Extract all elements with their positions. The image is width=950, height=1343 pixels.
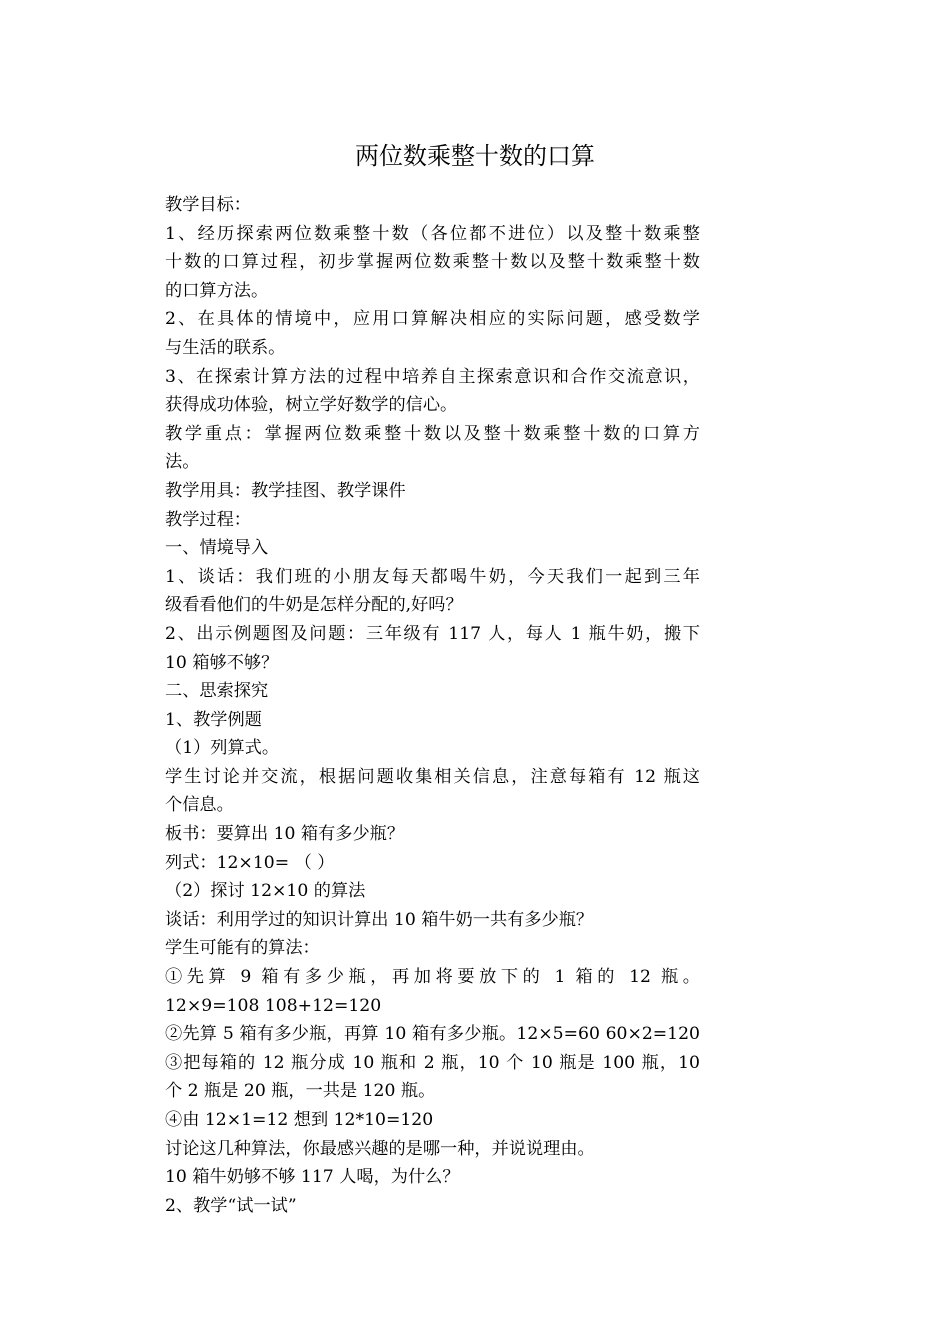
document-body	[165, 191, 700, 1220]
document-line: 2、出示例题图及问题：三年级有 117 人，每人 1 瓶牛奶，搬下	[165, 623, 700, 644]
document-line: 教学目标：	[165, 195, 251, 215]
document-line: 2、教学“试一试”	[165, 1195, 297, 1216]
document-line: 教学过程：	[165, 509, 251, 530]
document-title: 两位数乘整十数的口算	[355, 142, 595, 170]
document-line: ③把每箱的 12 瓶分成 10 瓶和 2 瓶，10 个 10 瓶是 100 瓶，10	[165, 1052, 700, 1073]
document-line: 3、在探索计算方法的过程中培养自主探索意识和合作交流意识，	[165, 366, 700, 387]
document-line: （2）探讨 12×10 的算法	[165, 881, 366, 902]
document-line: 十数的口算过程，初步掌握两位数乘整十数以及整十数乘整十数	[165, 252, 700, 273]
document-line: 获得成功体验，树立学好数学的信心。	[165, 395, 458, 416]
document-line: 教学重点：掌握两位数乘整十数以及整十数乘整十数的口算方	[165, 423, 700, 444]
document-line: 一、情境导入	[165, 538, 269, 559]
document-line: 10 箱牛奶够不够 117 人喝，为什么？	[165, 1167, 460, 1188]
document-line: 板书：要算出 10 箱有多少瓶？	[165, 824, 405, 845]
document-line: 个信息。	[165, 795, 234, 816]
document-line: 列式：12×10= （ ）	[165, 852, 335, 873]
document-line: 学生讨论并交流，根据问题收集相关信息，注意每箱有 12 瓶这	[165, 766, 700, 787]
document-line: 2、在具体的情境中，应用口算解决相应的实际问题，感受数学	[165, 309, 700, 330]
document-line: ②先算 5 箱有多少瓶，再算 10 箱有多少瓶。12×5=60 60×2=120	[165, 1024, 700, 1045]
document-line: 10 箱够不够？	[165, 652, 279, 673]
document-line: 二、思索探究	[165, 681, 269, 702]
document-line: 谈话：利用学过的知识计算出 10 箱牛奶一共有多少瓶？	[165, 909, 594, 930]
document-line: 的口算方法。	[165, 280, 269, 301]
document-line: 1、经历探索两位数乘整十数（各位都不进位）以及整十数乘整	[165, 223, 700, 244]
document-line: 与生活的联系。	[165, 337, 286, 358]
document-line: 个 2 瓶是 20 瓶，一共是 120 瓶。	[165, 1081, 436, 1102]
document-line: 讨论这几种算法，你最感兴趣的是哪一种，并说说理由。	[165, 1138, 595, 1159]
document-line: 法。	[165, 452, 200, 473]
document-line: （1）列算式。	[165, 738, 280, 759]
document-line: ④由 12×1=12 想到 12*10=120	[165, 1110, 434, 1130]
document-line: 1、教学例题	[165, 709, 262, 730]
document-line: ①先算 9 箱有多少瓶，再加将要放下的 1 箱的 12 瓶。	[165, 967, 700, 988]
document-line: 1、谈话：我们班的小朋友每天都喝牛奶，今天我们一起到三年	[165, 566, 700, 587]
document-line: 教学用具：教学挂图、教学课件	[165, 480, 406, 501]
document-line: 级看看他们的牛奶是怎样分配的,好吗？	[165, 595, 463, 616]
document-line: 12×9=108 108+12=120	[165, 995, 382, 1016]
document-line: 学生可能有的算法：	[165, 938, 320, 959]
